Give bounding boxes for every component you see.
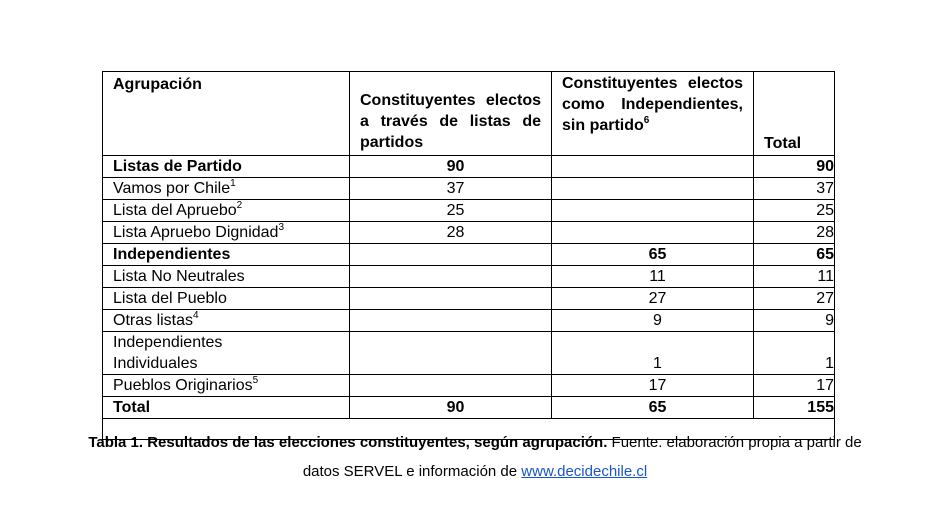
- caption-source: Fuente. elaboración propia a partir de: [607, 434, 862, 451]
- results-table: [102, 71, 835, 440]
- row-label-text: Lista del Pueblo: [113, 290, 227, 307]
- footnote-ref: 2: [236, 199, 243, 211]
- cell-total: 28: [754, 222, 835, 244]
- cell-partidos: 25: [350, 200, 552, 222]
- row-label: [103, 222, 350, 244]
- row-label-text: Vamos por Chile: [113, 180, 231, 197]
- row-label-text: Independientes: [113, 246, 231, 263]
- caption-title: Tabla 1. Resultados de las elecciones constituyentes, según agrupación.: [88, 434, 608, 451]
- header-partidos: Constituyentes electos a través de listas de partidos: [350, 72, 552, 156]
- row-label-text: Total: [113, 399, 151, 416]
- cell-total: 11: [754, 266, 835, 288]
- row-label-text: Pueblos Originarios: [113, 377, 253, 394]
- cell-partidos: 90: [350, 397, 552, 419]
- table-row: [103, 200, 835, 222]
- cell-independientes: [552, 156, 754, 178]
- cell-independientes: [552, 222, 754, 244]
- table-row: [103, 244, 835, 266]
- row-label: [103, 397, 350, 419]
- row-label-text: Independientes: [113, 334, 223, 351]
- cell-independientes: 27: [552, 288, 754, 310]
- cell-total: 25: [754, 200, 835, 222]
- row-label: [103, 288, 350, 310]
- table-row: [103, 266, 835, 288]
- decidechile-link[interactable]: www.decidechile.cl: [521, 463, 648, 480]
- cell-total: 90: [754, 156, 835, 178]
- row-label: [103, 244, 350, 266]
- footnote-ref: 5: [252, 374, 259, 386]
- row-label: [103, 375, 350, 397]
- cell-independientes: 11: [552, 266, 754, 288]
- row-label-text: Lista Apruebo Dignidad: [113, 224, 279, 241]
- table-row: [103, 310, 835, 332]
- caption-source-cont: datos SERVEL e información de: [302, 463, 522, 480]
- row-label: [103, 332, 350, 375]
- cell-total: 17: [754, 375, 835, 397]
- footnote-ref: 3: [278, 221, 285, 233]
- table-row: [103, 397, 835, 419]
- cell-total: 37: [754, 178, 835, 200]
- cell-partidos: [350, 244, 552, 266]
- cell-independientes: 65: [552, 397, 754, 419]
- table-row: [103, 222, 835, 244]
- cell-partidos: [350, 332, 552, 375]
- row-label-text: Individuales: [113, 355, 198, 372]
- row-label: [103, 310, 350, 332]
- row-label: [103, 156, 350, 178]
- table-caption-line2: [0, 463, 950, 480]
- cell-partidos: 37: [350, 178, 552, 200]
- cell-independientes: [552, 200, 754, 222]
- cell-partidos: [350, 288, 552, 310]
- row-label: [103, 266, 350, 288]
- cell-total: 27: [754, 288, 835, 310]
- row-label-text: Otras listas: [113, 312, 194, 329]
- table-row: [103, 156, 835, 178]
- cell-partidos: 28: [350, 222, 552, 244]
- table-header-row: [103, 72, 835, 156]
- cell-independientes: 17: [552, 375, 754, 397]
- table-row: [103, 178, 835, 200]
- row-label: [103, 200, 350, 222]
- header-independientes: [552, 72, 754, 156]
- cell-total: 155: [754, 397, 835, 419]
- table-row: [103, 332, 835, 375]
- table-caption: [0, 434, 950, 451]
- row-label-text: Lista No Neutrales: [113, 268, 245, 285]
- cell-partidos: [350, 375, 552, 397]
- table-row: [103, 375, 835, 397]
- row-label-text: Lista del Apruebo: [113, 202, 237, 219]
- header-total: Total: [754, 72, 835, 156]
- footnote-ref: 4: [193, 309, 199, 321]
- cell-partidos: [350, 310, 552, 332]
- cell-independientes: 1: [552, 332, 754, 375]
- table-row: [103, 288, 835, 310]
- footnote-ref: 1: [230, 177, 236, 189]
- footnote-ref: 6: [643, 114, 650, 126]
- header-agrupacion: Agrupación: [103, 72, 350, 156]
- cell-partidos: [350, 266, 552, 288]
- cell-independientes: 9: [552, 310, 754, 332]
- row-label-text: Listas de Partido: [113, 158, 242, 175]
- cell-total: 1: [754, 332, 835, 375]
- cell-independientes: [552, 178, 754, 200]
- row-label: [103, 178, 350, 200]
- header-independientes-text: Constituyentes electos como Independientes, sin partido: [562, 75, 743, 134]
- cell-independientes: 65: [552, 244, 754, 266]
- cell-total: 65: [754, 244, 835, 266]
- cell-partidos: 90: [350, 156, 552, 178]
- cell-total: 9: [754, 310, 835, 332]
